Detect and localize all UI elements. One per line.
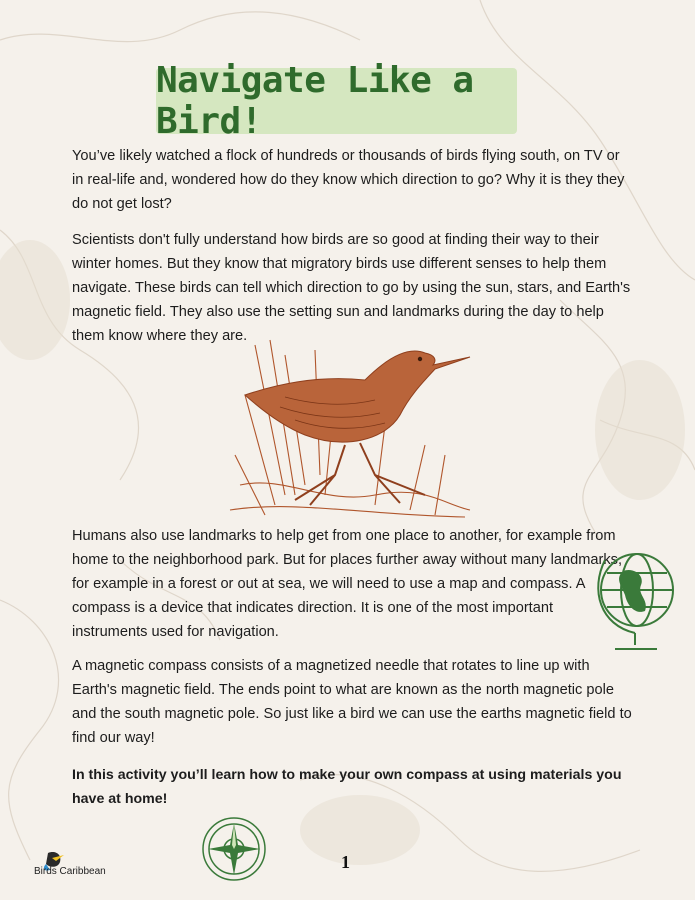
page-number: 1: [341, 852, 350, 872]
paragraph-intro: You’ve likely watched a flock of hundreds or thousands of birds flying south, on TV or in real-life and, wondered how do they know which direction to go? Why it is they they do not get lost?: [72, 148, 625, 212]
page-title: Navigate Like a Bird!: [156, 60, 474, 142]
logo-text: Birds Caribbean: [34, 866, 106, 877]
paragraph-scientists: Scientists don't fully understand how birds are so good at finding their way to their winter homes. But they know that migratory birds use different senses to help them navigate. These birds can tell which direction to go by using the sun, stars, and Earth's magnetic field. They also use the setting sun and landmarks during the day to help them know where they are.: [72, 232, 631, 344]
paragraph-activity: In this activity you’ll learn how to make your own compass at using materials you have at home!: [72, 767, 622, 807]
bird-illustration: [225, 335, 475, 520]
paragraph-magnetic: A magnetic compass consists of a magnetized needle that rotates to line up with Earth's magnetic field. The ends point to what are known as the north magnetic pole and the south magnetic pole. So just like a bird we can use the earths magnetic field to find our way!: [72, 658, 632, 746]
paragraph-humans: Humans also use landmarks to help get from one place to another, for example from home to the neighborhood park. But for places further away without many landmarks, for example in a forest or out at sea, we will need to use a map and compass. A compass is a device that indicates direction. It is one of the most important instruments used for navigation.: [72, 528, 622, 640]
compass-icon: [200, 815, 268, 883]
globe-icon: [585, 545, 685, 655]
